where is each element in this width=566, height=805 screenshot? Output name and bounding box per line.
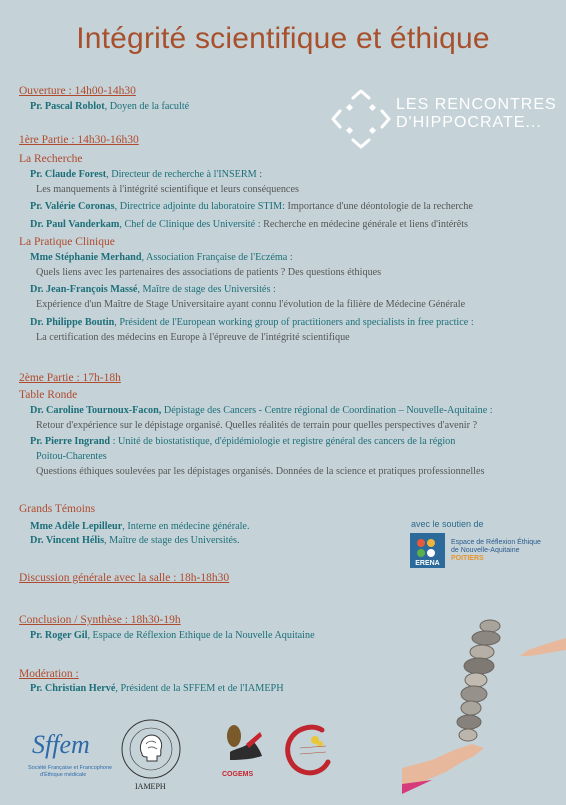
- clinique-item-1: [30, 252, 293, 263]
- speaker-name: Pr. Roger Gil: [30, 630, 88, 641]
- upper-hand-icon: [520, 638, 566, 656]
- speaker-role: , Interne en médecine générale.: [122, 521, 250, 532]
- talk-description: Expérience d'un Maître de Stage Universitaire ayant connu l'évolution de la filière de Médecine Générale: [36, 299, 466, 310]
- sffem-subtitle-2: d'Éthique médicale: [40, 772, 87, 778]
- speaker-name: Pr. Christian Hervé: [30, 683, 116, 694]
- moderation-heading: Modération :: [19, 668, 79, 680]
- speaker-role: , Président de la SFFEM et de l'IAMEPH: [115, 683, 284, 694]
- page-title: Intégrité scientifique et éthique: [76, 22, 490, 55]
- erena-label: ERENA: [415, 560, 440, 567]
- regional-college-logo-icon: [282, 722, 338, 778]
- erena-logo-icon: [410, 533, 445, 568]
- speaker-role: , Maître de stage des Universités :: [137, 284, 276, 295]
- speaker-role: Dépistage des Cancers - Centre régional de Coordination – Nouvelle-Aquitaine :: [161, 405, 493, 416]
- speaker-name: Dr. Jean-François Massé: [30, 284, 138, 295]
- speaker-role: , Chef de Clinique des Université :: [119, 219, 264, 230]
- speaker-role: , Espace de Réflexion Ethique de la Nouvelle Aquitaine: [87, 630, 315, 641]
- talk-description: Retour d'expérience sur le dépistage organisé. Quelles réalités de terrain pour quelles perspectives d'avenir ?: [36, 420, 478, 431]
- speaker-role: , Directrice adjointe du laboratoire STIM:: [114, 201, 288, 212]
- iameph-logo-icon: [120, 718, 182, 780]
- speaker-name: Mme Adèle Lepilleur: [30, 521, 123, 532]
- ouverture-heading: Ouverture : 14h00-14h30: [19, 85, 136, 97]
- temoin-item-2: [30, 535, 240, 546]
- erena-line-2: de Nouvelle-Aquitaine: [451, 547, 520, 554]
- erena-line-3: POITIERS: [451, 555, 484, 562]
- speaker-name: Dr. Vincent Hélis: [30, 535, 105, 546]
- rencontres-logo-icon: [330, 88, 392, 150]
- table-ronde-item-2: [30, 436, 455, 447]
- temoins-title: Grands Témoins: [19, 503, 96, 515]
- soutien-label: avec le soutien de: [411, 519, 484, 529]
- table-ronde-item-1: [30, 405, 493, 416]
- speaker-name: Mme Stéphanie Merhand: [30, 252, 142, 263]
- lower-hand-icon: [402, 744, 484, 786]
- talk-description: Questions éthiques soulevées par les dépistages organisés. Données de la science et pratiques professionnelles: [36, 466, 485, 477]
- conclusion-heading: Conclusion / Synthèse : 18h30-19h: [19, 614, 181, 626]
- speaker-name: Pr. Valérie Coronas: [30, 201, 115, 212]
- partie1-heading: 1ère Partie : 14h30-16h30: [19, 134, 139, 146]
- talk-description: Recherche en médecine générale et liens d'intérêts: [263, 219, 469, 230]
- moderation-line: [30, 683, 284, 694]
- speaker-role: , Directeur de recherche à l'INSERM :: [106, 169, 263, 180]
- speaker-role-continued: Poitou-Charentes: [36, 451, 107, 462]
- cogems-logo-icon: [216, 722, 266, 770]
- discussion-heading: Discussion générale avec la salle : 18h-18h30: [19, 572, 230, 584]
- recherche-title: La Recherche: [19, 153, 83, 165]
- talk-description: Quels liens avec les partenaires des associations de patients ? Des questions éthiques: [36, 267, 382, 278]
- speaker-role: , Maître de stage des Universités.: [104, 535, 240, 546]
- iameph-label: IAMEPH: [135, 782, 166, 791]
- sffem-subtitle-1: Société Française et Francophone: [28, 765, 113, 771]
- speaker-role: : Unité de biostatistique, d'épidémiologie et registre général des cancers de la région: [110, 436, 456, 447]
- speaker-role: , Président de l'European working group of practitioners and specialists in free practice :: [114, 317, 474, 328]
- cogems-label: COGEMS: [222, 771, 254, 778]
- clinique-item-3: [30, 317, 474, 328]
- speaker-name: Dr. Caroline Tournoux-Facon,: [30, 405, 162, 416]
- sffem-logo: Sffem: [32, 730, 90, 759]
- speaker-name: Dr. Paul Vanderkam: [30, 219, 120, 230]
- clinique-title: La Pratique Clinique: [19, 236, 115, 248]
- clinique-item-2: [30, 284, 276, 295]
- erena-line-1: Espace de Réflexion Éthique: [451, 539, 541, 546]
- partie2-heading: 2ème Partie : 17h-18h: [19, 372, 121, 384]
- balancing-stones-illustration: [402, 608, 566, 800]
- recherche-item-3: [30, 219, 468, 230]
- recherche-item-1: [30, 169, 262, 180]
- ouverture-line: [30, 101, 189, 112]
- conclusion-line: [30, 630, 315, 641]
- talk-description: Les manquements à l'intégrité scientifique et leurs conséquences: [36, 184, 299, 195]
- speaker-name: Dr. Philippe Boutin: [30, 317, 115, 328]
- brand-line-2: D'HIPPOCRATE...: [396, 114, 542, 131]
- recherche-item-2: [30, 201, 473, 212]
- speaker-role: , Doyen de la faculté: [104, 101, 190, 112]
- temoin-item-1: [30, 521, 250, 532]
- brand-line-1: LES RENCONTRES: [396, 96, 557, 113]
- table-ronde-title: Table Ronde: [19, 389, 78, 401]
- speaker-name: Pr. Claude Forest: [30, 169, 107, 180]
- talk-description: Importance d'une déontologie de la recherche: [287, 201, 473, 212]
- speaker-role: , Association Française de l'Eczéma :: [141, 252, 293, 263]
- speaker-name: Pr. Pierre Ingrand: [30, 436, 111, 447]
- talk-description: La certification des médecins en Europe à l'épreuve de l'intégrité scientifique: [36, 332, 350, 343]
- speaker-name: Pr. Pascal Roblot: [30, 101, 105, 112]
